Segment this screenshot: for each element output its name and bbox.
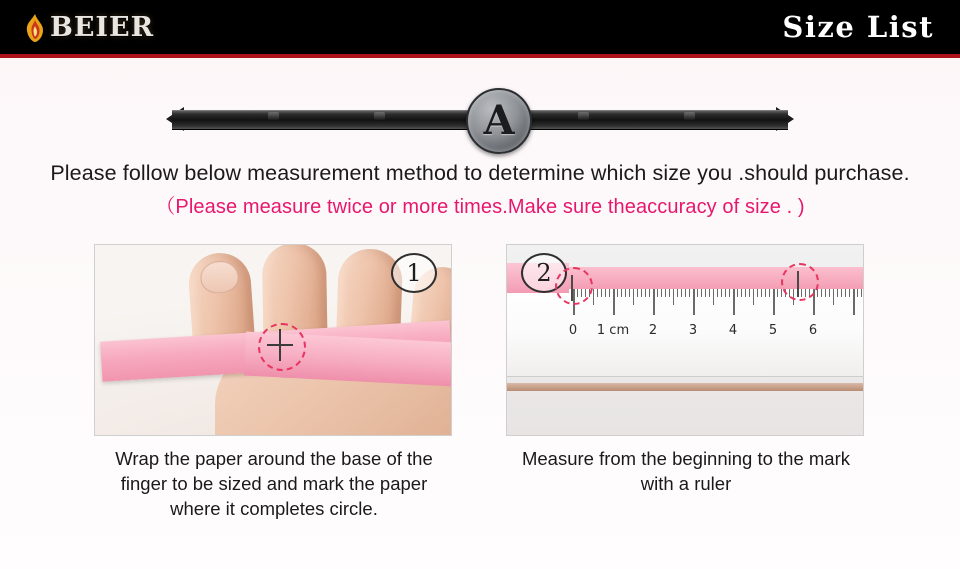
page-title: Size List [782,10,934,44]
divider-stud [374,112,385,120]
start-pointer-icon [571,275,573,301]
ruler-lower-edge [507,383,864,391]
ruler-label: 5 [768,323,778,338]
mark-highlight-circle-icon [258,323,306,371]
ruler-label: 0 [568,323,578,338]
instruction-secondary: （Please measure twice or more times.Make sure theaccuracy of size . ) [155,196,805,218]
ruler-label: 2 [648,323,658,338]
step-2-photo [506,244,864,436]
divider-stud [268,112,279,120]
end-highlight-circle-icon [781,263,819,301]
flame-icon [22,13,48,43]
letter-a-medallion-icon [466,88,532,154]
mark-cross-icon [267,344,293,346]
badge-letter: A [483,97,515,144]
step-1-number: 1 [391,253,437,293]
instructions-block [0,158,960,222]
ornamental-divider [0,80,960,156]
fingernail-shape [199,260,239,295]
ruler-label: 1 cm [596,323,630,338]
end-pointer-icon [797,271,799,297]
step-1 [94,244,454,521]
start-highlight-circle-icon [555,267,593,305]
ruler-label: 3 [688,323,698,338]
step-2-number: 2 [521,253,567,293]
ruler-label: 6 [808,323,818,338]
step-1-caption: Wrap the paper around the base of the finger to be sized and mark the paper where it completes circle. [115,448,433,519]
measurement-steps [0,244,960,521]
brand-name: BEIER [50,12,155,43]
step-2-caption: Measure from the beginning to the mark with a ruler [521,448,851,494]
divider-stud [684,112,695,120]
ruler-label: 4 [728,323,738,338]
instruction-primary: Please follow below measurement method to determine which size you .should purchase. [50,161,910,185]
ruler-number-labels [563,323,863,343]
step-1-photo [94,244,452,436]
brand-logo [22,8,154,48]
divider-stud [578,112,589,120]
step-2 [506,244,866,521]
page-header [0,0,960,58]
